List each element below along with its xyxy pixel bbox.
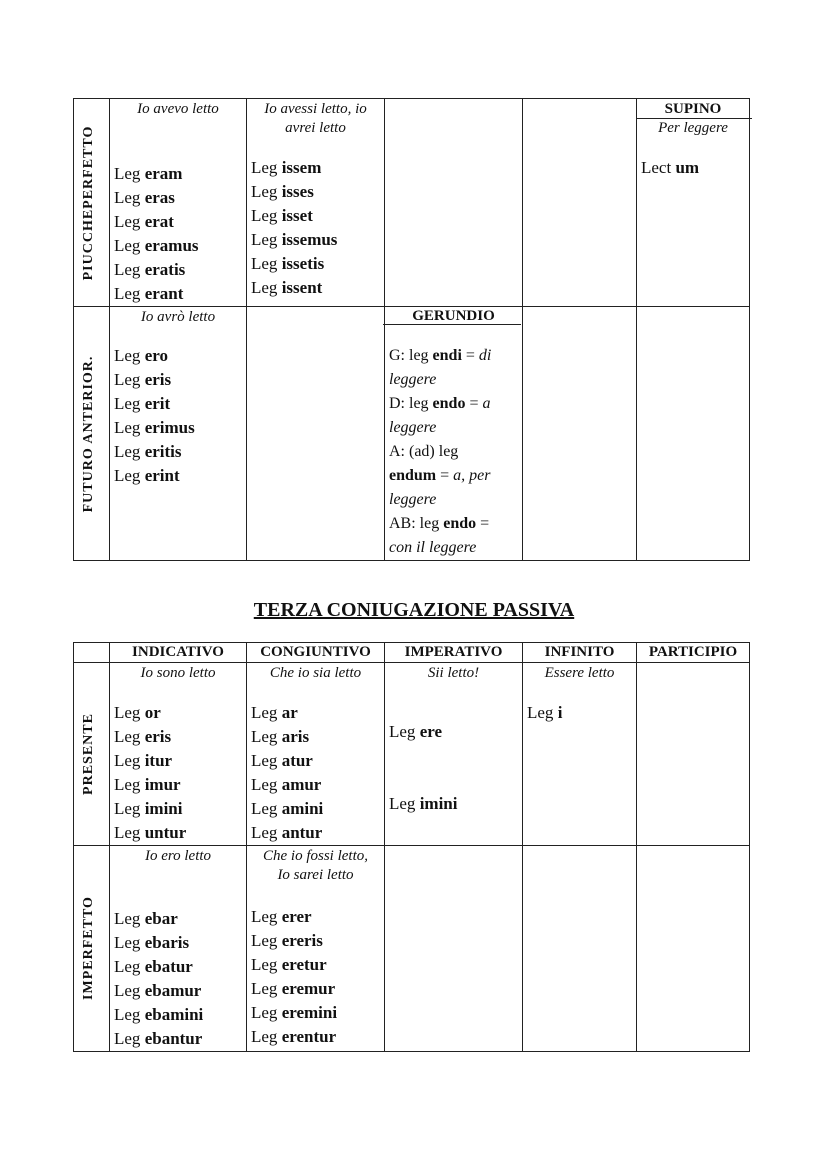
indicativo-gloss: Io avrò letto	[140, 309, 216, 325]
header-indicativo: INDICATIVO	[132, 644, 224, 660]
indicativo-gloss: Io ero letto	[144, 848, 212, 864]
indicativo-forms	[114, 907, 203, 1051]
form-line: Leg imur	[114, 775, 181, 794]
form-line: Leg eratis	[114, 260, 186, 279]
gerundio-genitive: G: leg endi = di	[389, 347, 492, 364]
imperativo-form-plural: Leg imini	[389, 794, 458, 813]
gerundio-dative: D: leg endo = a	[389, 395, 491, 412]
congiuntivo-gloss: Che io sia letto	[269, 665, 362, 681]
form-line: Leg ebaris	[114, 933, 190, 952]
row-label-futuro-anterior: FUTURO ANTERIOR.	[81, 355, 96, 513]
form-line: Leg isset	[251, 206, 313, 225]
form-line: Leg eremini	[251, 1003, 338, 1022]
gerundio-header: GERUNDIO	[412, 308, 495, 324]
form-line: Leg erint	[114, 466, 180, 485]
form-line: Leg ebamini	[114, 1005, 204, 1024]
form-line: Leg ero	[114, 346, 168, 365]
indicativo-forms	[114, 344, 195, 488]
form-line: Leg amur	[251, 775, 322, 794]
form-line: Leg erat	[114, 212, 174, 231]
congiuntivo-gloss: Che io fossi letto, Io sarei letto	[263, 848, 368, 883]
form-line: Leg antur	[251, 823, 323, 842]
header-imperativo: IMPERATIVO	[404, 644, 503, 660]
indicativo-gloss: Io avevo letto	[137, 101, 219, 117]
form-line: Leg itur	[114, 751, 173, 770]
form-line: Leg ar	[251, 703, 298, 722]
form-line: Leg eras	[114, 188, 175, 207]
form-line: Leg atur	[251, 751, 313, 770]
row-label-piuccheperfetto: PIUCCHEPERFETTO	[81, 125, 96, 281]
form-line: Leg eris	[114, 370, 172, 389]
congiuntivo-gloss: Io avessi letto, io avrei letto	[264, 101, 367, 136]
congiuntivo-forms	[251, 156, 337, 300]
form-line: Leg ebamur	[114, 981, 202, 1000]
form-line: Leg eramus	[114, 236, 199, 255]
row-label-imperfetto: IMPERFETTO	[81, 896, 96, 1000]
indicativo-forms	[114, 162, 199, 306]
form-line: Leg erer	[251, 907, 312, 926]
header-infinito: INFINITO	[544, 644, 615, 660]
imperativo-form-singular: Leg ere	[389, 722, 443, 741]
form-line: Leg issent	[251, 278, 323, 297]
form-line: Leg ebatur	[114, 957, 193, 976]
form-line: Leg issem	[251, 158, 322, 177]
indicativo-forms	[114, 701, 186, 845]
form-line: Leg ebantur	[114, 1029, 203, 1048]
form-line: Leg issemus	[251, 230, 338, 249]
form-line: Leg eris	[114, 727, 172, 746]
form-line: Leg imini	[114, 799, 183, 818]
form-line: Leg amini	[251, 799, 324, 818]
infinito-gloss: Essere letto	[544, 665, 615, 681]
form-line: Leg eremur	[251, 979, 336, 998]
gerundio-forms: G: leg endi = di leggere D: leg endo = a leggere A: (ad) leg endum = a, per leggere AB: leg endo = con il leggere	[389, 344, 519, 560]
row-label-presente: PRESENTE	[81, 713, 96, 795]
form-line: Leg erimus	[114, 418, 195, 437]
form-line: Leg erit	[114, 394, 171, 413]
form-line: Leg eram	[114, 164, 183, 183]
form-line: Leg untur	[114, 823, 187, 842]
form-line: Leg eretur	[251, 955, 327, 974]
form-line: Leg or	[114, 703, 161, 722]
form-line: Leg isses	[251, 182, 314, 201]
form-line: Leg eritis	[114, 442, 182, 461]
form-line: Leg issetis	[251, 254, 325, 273]
gerundio-accusative: A: (ad) leg	[389, 443, 459, 460]
form-line: Leg ebar	[114, 909, 178, 928]
infinito-form: Leg i	[527, 703, 563, 722]
form-line: Leg erant	[114, 284, 184, 303]
supino-form: Lect um	[641, 158, 700, 177]
gerundio-ablative: AB: leg endo =	[389, 515, 490, 532]
form-line: Leg erentur	[251, 1027, 337, 1046]
imperativo-gloss: Sii letto!	[427, 665, 480, 681]
congiuntivo-forms	[251, 905, 337, 1049]
section-title: TERZA CONIUGAZIONE PASSIVA	[253, 599, 575, 621]
form-line: Leg ereris	[251, 931, 323, 950]
congiuntivo-forms	[251, 701, 323, 845]
indicativo-gloss: Io sono letto	[140, 665, 216, 681]
supino-header: SUPINO	[664, 101, 722, 117]
supino-gloss: Per leggere	[658, 120, 728, 136]
form-line: Leg aris	[251, 727, 310, 746]
header-participio: PARTICIPIO	[648, 644, 738, 660]
header-congiuntivo: CONGIUNTIVO	[260, 644, 371, 660]
